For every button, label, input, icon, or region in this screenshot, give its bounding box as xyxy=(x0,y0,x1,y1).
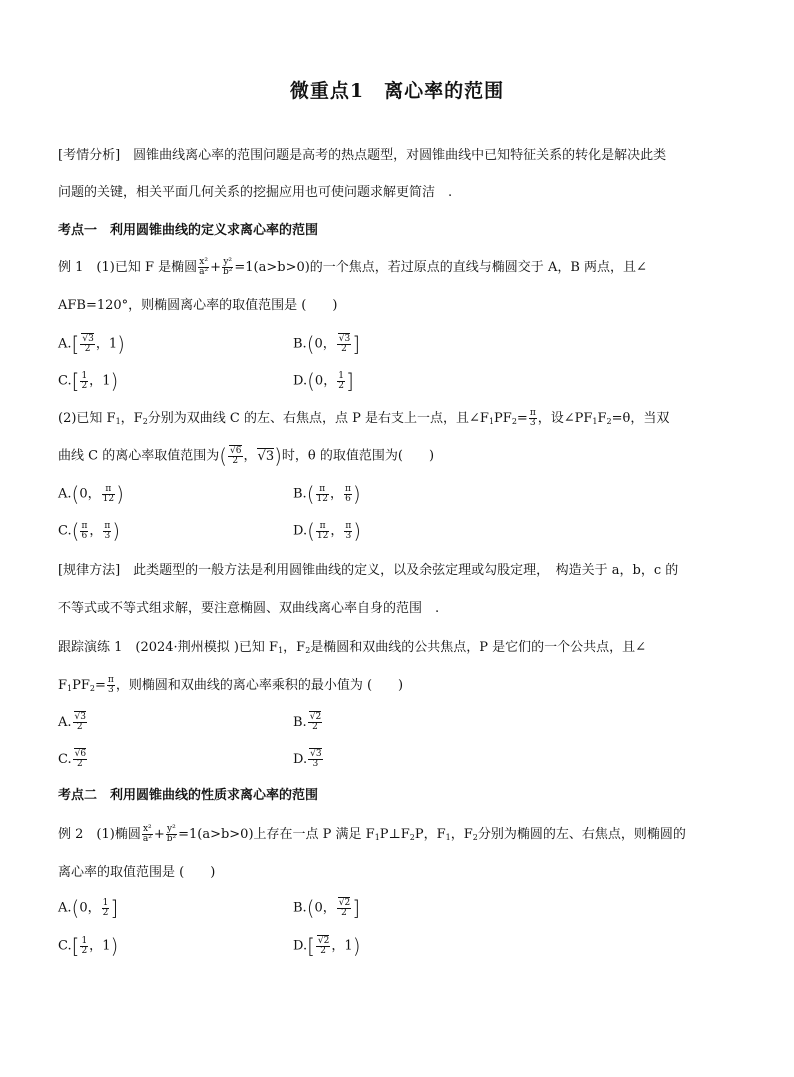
example-2-line-1: 例 2 (1)椭圆 $\frac{\text{x²}}{\text{a²}}$ + $\frac{\text{y²}}{\text{b²}}$ =1(a>b>0)上存在一点 P 满足 $F_1P\perp F_2P$，$F_1$，$F_2$分别为椭圆的左、右焦点，则椭圆的 xyxy=(58,824,686,844)
example-1-part-1-line-1: 例 1 (1)已知 F 是椭圆 $\frac{\text{x²}}{\text{a²}}$ + $\frac{\text{y²}}{\text{b²}}$ =1(a>b>0)的一个焦点，若过原点的直线与椭圆交于 A，B 两点，且∠ xyxy=(58,257,647,277)
fraction-y2-b2: $\frac{\text{y²}}{\text{b²}}$ xyxy=(223,257,233,277)
example-2-option-d[interactable]: D.[ √ $\frac{2}{2}$ ，1) xyxy=(293,936,361,957)
example-2-option-a[interactable]: A.(0， $\frac{1}{2}$ ] xyxy=(58,896,119,920)
fraction-x2-a2: $\frac{\text{x²}}{\text{a²}}$ xyxy=(199,257,209,277)
example-1-part-2-line-1: (2)已知 $F_1$，$F_2$分别为双曲线 C 的左、右焦点，点 P 是右支上一点，且$\angle F_1PF_2=$ $\frac{\pi}{3}$ ，设$\angle PF_1F_2=\theta$，当双 xyxy=(58,408,670,428)
option-c-2[interactable]: C.( $\frac{\pi}{6}$ ， $\frac{\pi}{3}$ ) xyxy=(58,519,121,543)
follow-option-a[interactable]: A. √ $\frac{3}{2}$ xyxy=(58,713,88,733)
intro-line-2: 问题的关键，相关平面几何关系的挖掘应用也可使问题求解更简洁 . xyxy=(58,185,453,200)
example-2-option-b[interactable]: B.(0， √ $\frac{2}{2}$ ] xyxy=(293,898,360,919)
option-b-2[interactable]: B.( $\frac{\pi}{12}$ ， $\frac{\pi}{6}$ ) xyxy=(293,482,361,506)
example-2-line-2: 离心率的取值范围是 ( ) xyxy=(58,865,216,880)
section-heading-2: 考点二 利用圆锥曲线的性质求离心率的范围 xyxy=(58,788,319,803)
intro-line-1: [考情分析] 圆锥曲线离心率的范围问题是高考的热点题型，对圆锥曲线中已知特征关系的转化是解决此类 xyxy=(58,148,667,163)
page-title: 微重点1 离心率的范围 xyxy=(289,80,505,102)
option-c[interactable]: C.[ $\frac{1}{2}$ ，1) xyxy=(58,369,119,393)
follow-option-c[interactable]: C. √ $\frac{6}{2}$ xyxy=(58,750,88,770)
example-1-part-2-line-2: 曲线 C 的离心率取值范围为( √ $\frac{6}{2}$ ，√ 3)时，θ 的取值范围为( ) xyxy=(58,446,434,467)
example-1-part-1-line-2: AFB=120°，则椭圆离心率的取值范围是 ( ) xyxy=(58,298,338,313)
example-2-option-c[interactable]: C.[ $\frac{1}{2}$ ，1) xyxy=(58,934,119,958)
option-b[interactable]: B.(0， √ $\frac{3}{2}$ ] xyxy=(293,334,360,355)
method-line-1: [规律方法] 此类题型的一般方法是利用圆锥曲线的定义，以及余弦定理或勾股定理， 构造关于 a，b，c 的 xyxy=(58,563,679,578)
follow-up-line-1: 跟踪演练 1 (2024·荆州模拟 )已知 $F_1$，$F_2$是椭圆和双曲线的公共焦点，P 是它们的一个公共点，且∠ xyxy=(58,640,647,655)
follow-option-b[interactable]: B. √ $\frac{2}{2}$ xyxy=(293,713,323,733)
option-d-2[interactable]: D.( $\frac{\pi}{12}$ ， $\frac{\pi}{3}$ ) xyxy=(293,519,362,543)
follow-up-line-2: $F_1PF_2=$ $\frac{\pi}{3}$ ，则椭圆和双曲线的离心率乘积的最小值为 ( ) xyxy=(58,675,404,695)
option-a-2[interactable]: A.(0， $\frac{\pi}{12}$ ) xyxy=(58,482,124,506)
follow-option-d[interactable]: D. √ $\frac{3}{3}$ xyxy=(293,750,324,770)
option-d[interactable]: D.(0， $\frac{1}{2}$ ] xyxy=(293,369,354,393)
option-a[interactable]: A.[ √ $\frac{3}{2}$ ，1) xyxy=(58,334,125,355)
section-heading-1: 考点一 利用圆锥曲线的定义求离心率的范围 xyxy=(58,223,319,238)
method-line-2: 不等式或不等式组求解，要注意椭圆、双曲线离心率自身的范围 . xyxy=(58,601,440,616)
